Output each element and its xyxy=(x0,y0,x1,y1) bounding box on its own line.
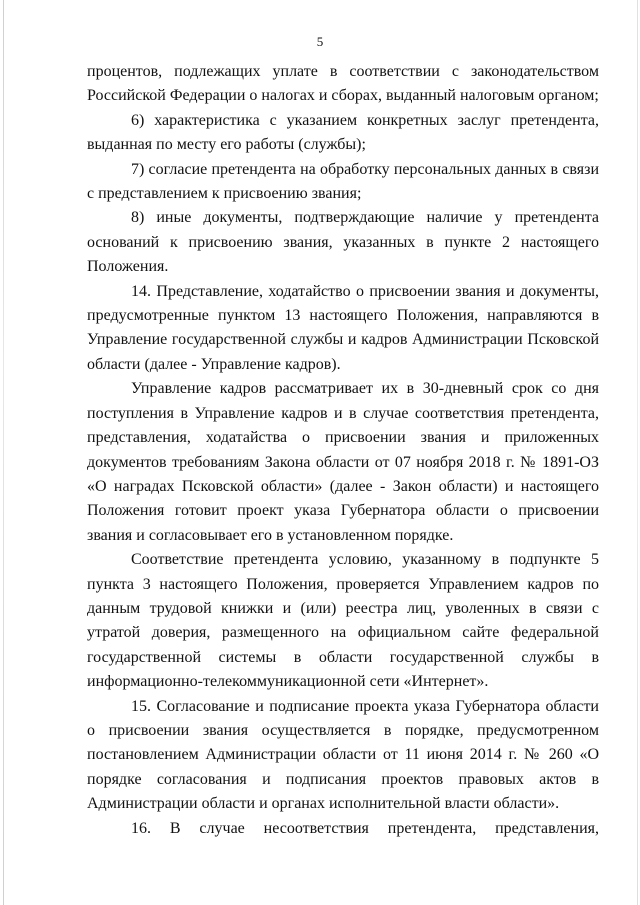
list-item-7: 7) согласие претендента на обработку персональных данных в связи с представлением к присвоению звания; xyxy=(87,160,599,203)
clause-15: 15. Согласование и подписание проекта указа Губернатора области о присвоении звания осуществляется в порядке, предусмотренном постановлением Администрации области от 11 июня 2014 г. № 260 «О порядке согласования и подписания проектов правовых актов в Администрации области и органах исполнительной власти области». xyxy=(87,697,599,813)
list-item-8: 8) иные документы, подтверждающие наличие у претендента оснований к присвоению звания, указанных в пункте 2 настоящего Положения. xyxy=(87,209,599,276)
paragraph-continuation: процентов, подлежащих уплате в соответствии с законодательством Российской Федерации о налогах и сборах, выданный налоговым органом; xyxy=(87,63,599,105)
scan-edge-left xyxy=(3,0,4,905)
clause-14: 14. Представление, ходатайство о присвоении звания и документы, предусмотренные пунктом 13 настоящего Положения, направляются в Управление государственной службы и кадров Администрации Псковской области (далее - Управление кадров). xyxy=(87,282,599,373)
document-body xyxy=(87,60,599,841)
page-number: 5 xyxy=(316,34,324,49)
clause-14-compliance: Соответствие претендента условию, указанному в подпункте 5 пункта 3 настоящего Положения, проверяется Управлением кадров по данным трудовой книжки и (или) реестра лиц, уволенных в связи с утратой доверия, размещенного на официальном сайте федеральной государственной системы в области государственной службы в информационно-телекоммуникационной сети «Интернет». xyxy=(87,551,599,691)
clause-16: 16. В случае несоответствия претендента, представления, xyxy=(131,819,599,837)
list-item-6: 6) характеристика с указанием конкретных заслуг претендента, выданная по месту его работы (службы); xyxy=(87,111,599,154)
clause-14-review: Управление кадров рассматривает их в 30-дневный срок со дня поступления в Управление кадров и в случае соответствия претендента, представления, ходатайства о присвоении звания и приложенных документов требованиям Закона области от 07 ноября 2018 г. № 1891-ОЗ «О наградах Псковской области» (далее - Закон области) и настоящего Положения готовит проект указа Губернатора области о присвоении звания и согласовывает его в установленном порядке. xyxy=(87,380,599,544)
scan-edge-right xyxy=(637,0,638,905)
